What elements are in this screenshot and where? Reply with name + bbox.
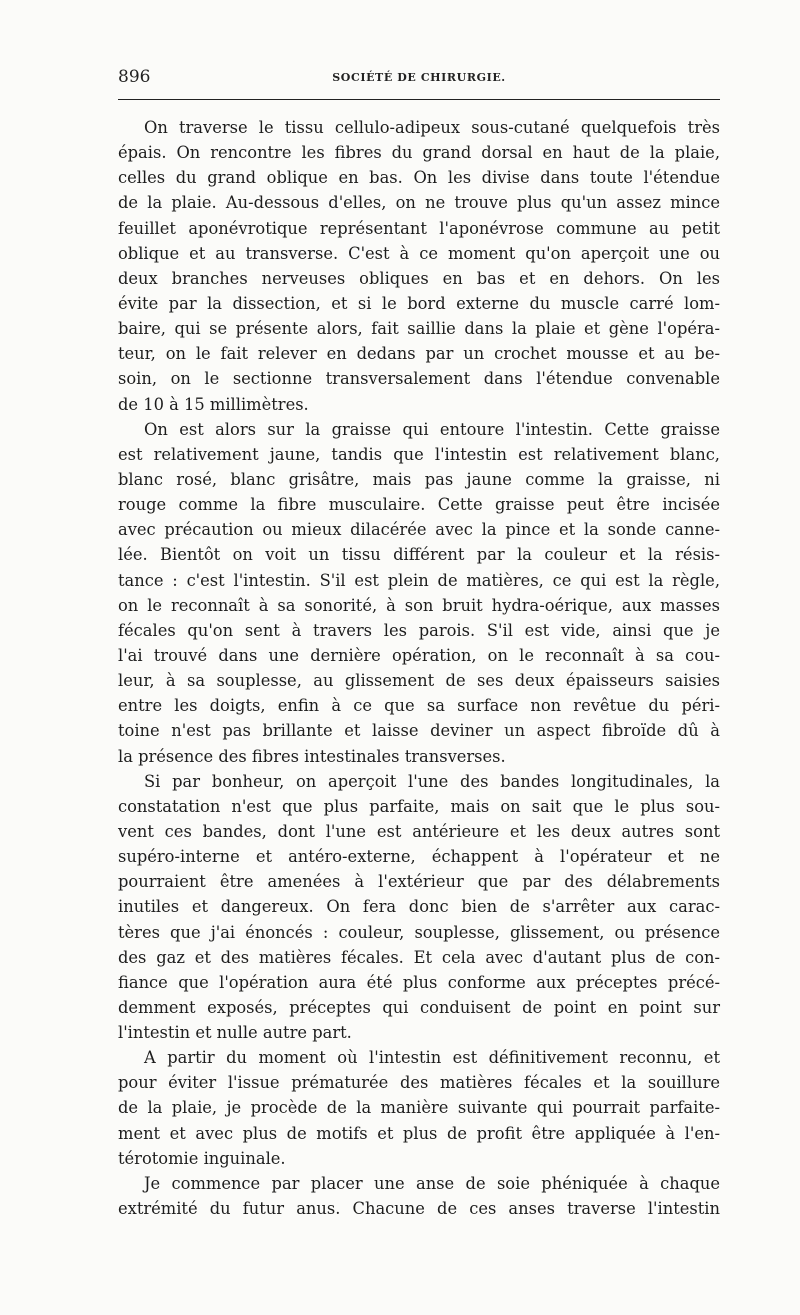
paragraph	[118, 115, 720, 417]
text-line: des gaz et des matières fécales. Et cela avec d'autant plus de con-	[118, 947, 720, 967]
text-line: inutiles et dangereux. On fera donc bien de s'arrêter aux carac-	[118, 897, 720, 917]
text-line: térotomie inguinale.	[118, 1148, 286, 1168]
paragraph	[118, 1171, 720, 1221]
text-line: leur, à sa souplesse, au glissement de ses deux épaisseurs saisies	[118, 671, 720, 691]
body-text	[118, 115, 720, 1221]
text-line: ment et avec plus de motifs et plus de profit être appliquée à l'en-	[118, 1123, 720, 1143]
paragraph	[118, 1045, 720, 1171]
text-line: feuillet aponévrotique représentant l'aponévrose commune au petit	[118, 218, 720, 238]
text-line: évite par la dissection, et si le bord externe du muscle carré lom-	[118, 293, 720, 313]
paragraph	[118, 769, 720, 1046]
text-line: vent ces bandes, dont l'une est antérieure et les deux autres sont	[118, 821, 720, 841]
running-head: SOCIÉTÉ DE CHIRURGIE.	[332, 71, 506, 84]
header-rule	[118, 99, 720, 100]
text-line: deux branches nerveuses obliques en bas et en dehors. On les	[118, 268, 720, 288]
text-line: tères que j'ai énoncés : couleur, souplesse, glissement, ou présence	[118, 922, 720, 942]
text-line: soin, on le sectionne transversalement dans l'étendue convenable	[118, 369, 720, 389]
text-line: on le reconnaît à sa sonorité, à son bruit hydra-oérique, aux masses	[118, 595, 720, 615]
text-line: fécales qu'on sent à travers les parois. S'il est vide, ainsi que je	[118, 620, 720, 640]
text-line: celles du grand oblique en bas. On les divise dans toute l'étendue	[118, 168, 720, 188]
text-line: pourraient être amenées à l'extérieur que par des délabrements	[118, 872, 720, 892]
page-header	[118, 62, 720, 92]
text-line: On est alors sur la graisse qui entoure l'intestin. Cette graisse	[144, 419, 720, 439]
text-line: supéro-interne et antéro-externe, échappent à l'opérateur et ne	[118, 847, 720, 867]
text-line: toine n'est pas brillante et laisse deviner un aspect fibroïde dû à	[118, 721, 720, 741]
text-line: l'ai trouvé dans une dernière opération, on le reconnaît à sa cou-	[118, 645, 720, 665]
text-line: baire, qui se présente alors, fait saillie dans la plaie et gène l'opéra-	[118, 319, 720, 339]
text-line: Si par bonheur, on aperçoit l'une des bandes longitudinales, la	[144, 771, 720, 791]
text-line: demment exposés, préceptes qui conduisent de point en point sur	[118, 997, 720, 1017]
text-line: l'intestin et nulle autre part.	[118, 1023, 352, 1043]
text-line: lée. Bientôt on voit un tissu différent par la couleur et la résis-	[118, 545, 720, 565]
paragraph	[118, 417, 720, 769]
text-line: Je commence par placer une anse de soie phéniquée à chaque	[144, 1173, 720, 1193]
text-line: pour éviter l'issue prématurée des matières fécales et la souillure	[118, 1073, 720, 1093]
page-number: 896	[118, 67, 151, 87]
text-line: extrémité du futur anus. Chacune de ces anses traverse l'intestin	[118, 1199, 720, 1219]
text-line: A partir du moment où l'intestin est définitivement reconnu, et	[144, 1048, 720, 1068]
text-line: avec précaution ou mieux dilacérée avec la pince et la sonde canne-	[118, 520, 720, 540]
text-line: oblique et au transverse. C'est à ce moment qu'on aperçoit une ou	[118, 243, 720, 263]
text-line: épais. On rencontre les fibres du grand dorsal en haut de la plaie,	[118, 143, 720, 163]
text-line: fiance que l'opération aura été plus conforme aux préceptes précé-	[118, 972, 720, 992]
text-line: teur, on le fait relever en dedans par un crochet mousse et au be-	[118, 344, 720, 364]
text-line: tance : c'est l'intestin. S'il est plein de matières, ce qui est la règle,	[118, 570, 720, 590]
text-line: constatation n'est que plus parfaite, mais on sait que le plus sou-	[118, 796, 720, 816]
text-line: blanc rosé, blanc grisâtre, mais pas jaune comme la graisse, ni	[118, 469, 720, 489]
text-line: la présence des fibres intestinales transverses.	[118, 746, 506, 766]
text-line: de 10 à 15 millimètres.	[118, 394, 309, 414]
text-line: On traverse le tissu cellulo-adipeux sous-cutané quelquefois très	[144, 118, 720, 137]
text-line: entre les doigts, enfin à ce que sa surface non revêtue du péri-	[118, 696, 720, 716]
text-line: de la plaie. Au-dessous d'elles, on ne trouve plus qu'un assez mince	[118, 193, 720, 213]
text-line: est relativement jaune, tandis que l'intestin est relativement blanc,	[118, 444, 720, 464]
text-line: de la plaie, je procède de la manière suivante qui pourrait parfaite-	[118, 1098, 720, 1118]
text-line: rouge comme la fibre musculaire. Cette graisse peut être incisée	[118, 495, 720, 515]
